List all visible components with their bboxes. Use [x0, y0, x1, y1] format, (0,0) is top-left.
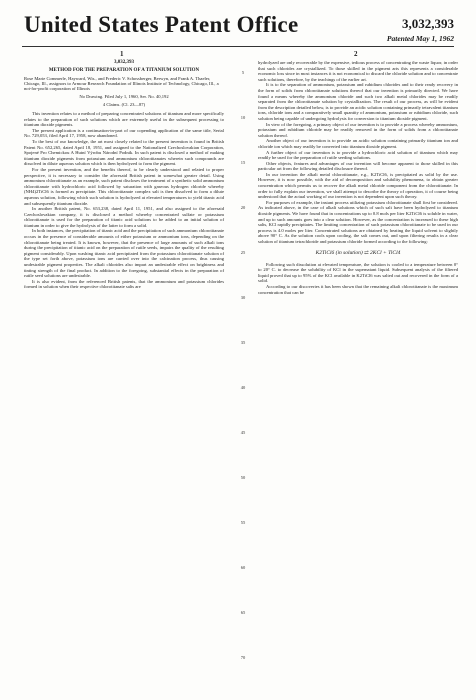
patent-number: 3,032,393	[402, 16, 454, 31]
line-number: 15	[240, 160, 246, 165]
paragraph: A further object of our invention is to provide a hydrochloric acid solution of titanium which may readily be used for the preparation of rutile seeding solutions.	[258, 149, 458, 161]
paragraph: It is also evident, from the referenced British patents, that the ammonium and potassium chlorides formed in solution when their respective chlorotitanate salts are	[24, 278, 224, 290]
paragraph: For purposes of example, the instant process utilizing potassium chlorotitanate shall first be considered. As indicated above, in the case of alkali solutions which of such salt have been hydrolyzed to titanium dioxide pigments. We have found that in concentrations up to 0.8 mols per liter K2TiCl6 is soluble in water, and up to such amounts goes into a clear solution. However, as the concentration is increased to these high salts, KCl rapidly precipitates. The limiting concentration of such potassium chlorotitanate to be used in our process is 4.0 moles per liter. Concentrated solutions are obtained by heating the liquid solvent to slightly above 90° C. As the solution cools upon cooling, the salt comes out, and upon filtering results in a clear solution of titanium tetrachloride and potassium chloride formed according to the following:	[258, 199, 458, 244]
paragraph: Another object of our invention is to provide an acidic solution containing primarily titanium ion and chloride ion which may readily be converted into titanium dioxide pigment.	[258, 138, 458, 149]
line-number: 20	[240, 205, 246, 210]
filing-info: No Drawing. Filed July 1, 1960, Ser. No. 40,192	[79, 93, 169, 99]
line-number: 40	[240, 385, 246, 390]
patented-date: Patented May 1, 1962	[386, 34, 454, 43]
line-number: 25	[240, 250, 246, 255]
paragraph: In both instances, the precipitation of titanic acid and the precipitation of such ammonium chlorotitanate occurs in the presence of considerable amounts of either potassium or ammonium ions, depending on the chlorotitanate being treated. It is known, however, that the presence of large amounts of such alkali ions during the precipitation of titanic acid on the preparation of rutile seeds, impairs the quality of the resulting pigment considerably. Upon washing titanic acid precipitated from the potassium chlorotitanate solution of the type set forth above, potassium ions are carried over into the calcination process, thus causing undesirable pigment properties. The alkali chlorides also impart an undesirable effect on brightness and tinting strength of the final product. In addition to the foregoing, substantial effects in the preparation of rutile seed solutions are undesirable.	[24, 228, 224, 279]
paragraph: The present application is a continuation-in-part of our copending application of the same title, Serial No. 729,053, filed April 17, 1958, now abandoned.	[24, 127, 224, 139]
patent-title: METHOD FOR THE PREPARATION OF A TITANIUM SOLUTION	[48, 67, 200, 73]
line-number: 50	[240, 475, 246, 480]
paragraph: In our invention the alkali metal chlorotitanate, e.g., K2TiCl6, is precipitated as solid by the use. However, it is now possible, with the aid of decomposition and solubility phenomena, to obtain greater concentration which permits us to recover the alkali metal chloride component from the chlorotitanate. In order to fully explain our invention, we shall attempt to describe the theory of operation, it of course being understood that the actual working of our invention is not dependent upon such theory.	[258, 171, 458, 200]
paragraph: According to our discoveries it has been shown that the remaining alkali chlorotitanate is the maximum concentration that can be	[258, 283, 458, 295]
line-number: 55	[240, 520, 246, 525]
paragraph: It is to the separation of ammonium, potassium and rubidium chlorides and to their ready recovery in the form of solids from chlorotitanate solutions thereof that our invention is primarily directed. We have found a means whereby the ammonium chloride and such two alkali metal chlorides may be readily separated from the chlorotitanate solution by crystallization. The result of our process, as will be evident from the description detailed below, is to provide an acidic solution containing primarily tetravalent titanium ions, chloride ions and a comparatively small quantity of ammonium, potassium or rubidium chloride, such solution being capable of undergoing hydrolysis for conversion to titanium dioxide pigment.	[258, 82, 458, 121]
paragraph: Other objects, features and advantages of our invention will become apparent to those skilled in this particular art from the following detailed disclosure thereof.	[258, 160, 458, 172]
paragraph: Following such dissolution at elevated temperature, the solution is cooled to a temperature between 0° to 20° C. to decrease the solubility of KCl in the supernatant liquid. Subsequent analysis of the filtered liquid proved that up to 95% of the KCl available in K2TiCl6 was salted out and recovered in the form of a solid.	[258, 261, 458, 284]
front-patent-number: 3,032,393	[114, 60, 134, 65]
chemical-equation: K2TiCl6 (in solution) ⇄ 2KCl + TiCl4	[315, 249, 401, 256]
header-rule	[22, 46, 454, 47]
line-number: 5	[241, 70, 245, 75]
paragraph: This invention relates to a method of preparing concentrated solutions of titanium and more specifically relates to the preparation of such solutions which are extremely useful in the subsequent processing to titanium dioxide pigments.	[24, 111, 224, 128]
patent-header	[0, 0, 476, 44]
column-number-right: 2	[354, 50, 358, 58]
right-column	[258, 60, 458, 295]
paragraph: In view of the foregoing, a primary object of our invention is to provide a process whereby ammonium, potassium and rubidium chloride may be readily removed in the form of solids from a chlorotitanate solution thereof.	[258, 121, 458, 138]
paragraph: hydrolyzed are only recoverable by the expensive, tedious process of concentrating the waste liquor, in order that such chlorides are crystallized. To those skilled in the pigment arts this represents a considerable economic loss since in most instances it is not economical to discard the chloride solution and to concentrate such solutions, therefore, by the teachings of the earlier art.	[258, 60, 458, 82]
paragraph: For the present invention, and the benefits thereof, to be clearly understood and related to proper perspective, it is necessary to consider the aforesaid British patent in somewhat greater detail. Using ammonium chlorotitanate as an example, such patent discloses the treatment of a synthetic solid ammonium chlorotitanate with hydrochloric acid followed by saturation with gaseous hydrogen chloride whereby (NH4)2TiCl6 is formed as precipitate. This chlorotitanate complex salt is then dissolved to form a dilute aqueous solution, following which such solution is hydrolyzed at elevated temperatures to yield titanic acid and subsequently titanium dioxide.	[24, 166, 224, 206]
line-number: 30	[240, 295, 246, 300]
line-number: 65	[240, 610, 246, 615]
line-number: 35	[240, 340, 246, 345]
line-number: 60	[240, 565, 246, 570]
paragraph: To the best of our knowledge, the art most closely related to the present invention is found in British Patent No. 652,265, dated April 18, 1951, and assigned to the Nationalized Czechoslovakian Corporation, Spojené Pro Chemickou A Hutní Výrobu Národní Podnik. In such patent is disclosed a method of making titanium dioxide pigments from potassium and ammonium chlorotitanates wherein such compounds are dissolved in dilute aqueous solution which is then hydrolyzed to form the pigment.	[24, 138, 224, 167]
left-column	[24, 60, 224, 290]
line-number: 45	[240, 430, 246, 435]
paragraph: In another British patent, No. 653,238, dated April 11, 1951, and also assigned to the aforesaid Czechoslovakian company, it is disclosed a method whereby concentrated sulfate or potassium chlorotitanate is used for the preparation of titanic acid solutions to be added to an initial solution of titanium in order to give the hydrolysis of the latter to form a solid.	[24, 206, 224, 228]
column-number-left: 1	[120, 50, 124, 58]
inventors-block: Rose Marie Commerle, Hayward, Wis., and Frederic V. Schossberger, Berwyn, and Frank A. Thaeler, Chicago, Ill., assignors to Armour Research Foundation of Illinois Institute of Technology, Chicago, Ill., a not-for-profit corporation of Illinois	[24, 75, 219, 92]
office-title: United States Patent Office	[24, 12, 299, 37]
line-number: 70	[240, 655, 246, 660]
left-paragraphs	[24, 111, 224, 290]
line-number: 10	[240, 115, 246, 120]
claims-info: 4 Claims. (Cl. 23—87)	[102, 102, 146, 108]
